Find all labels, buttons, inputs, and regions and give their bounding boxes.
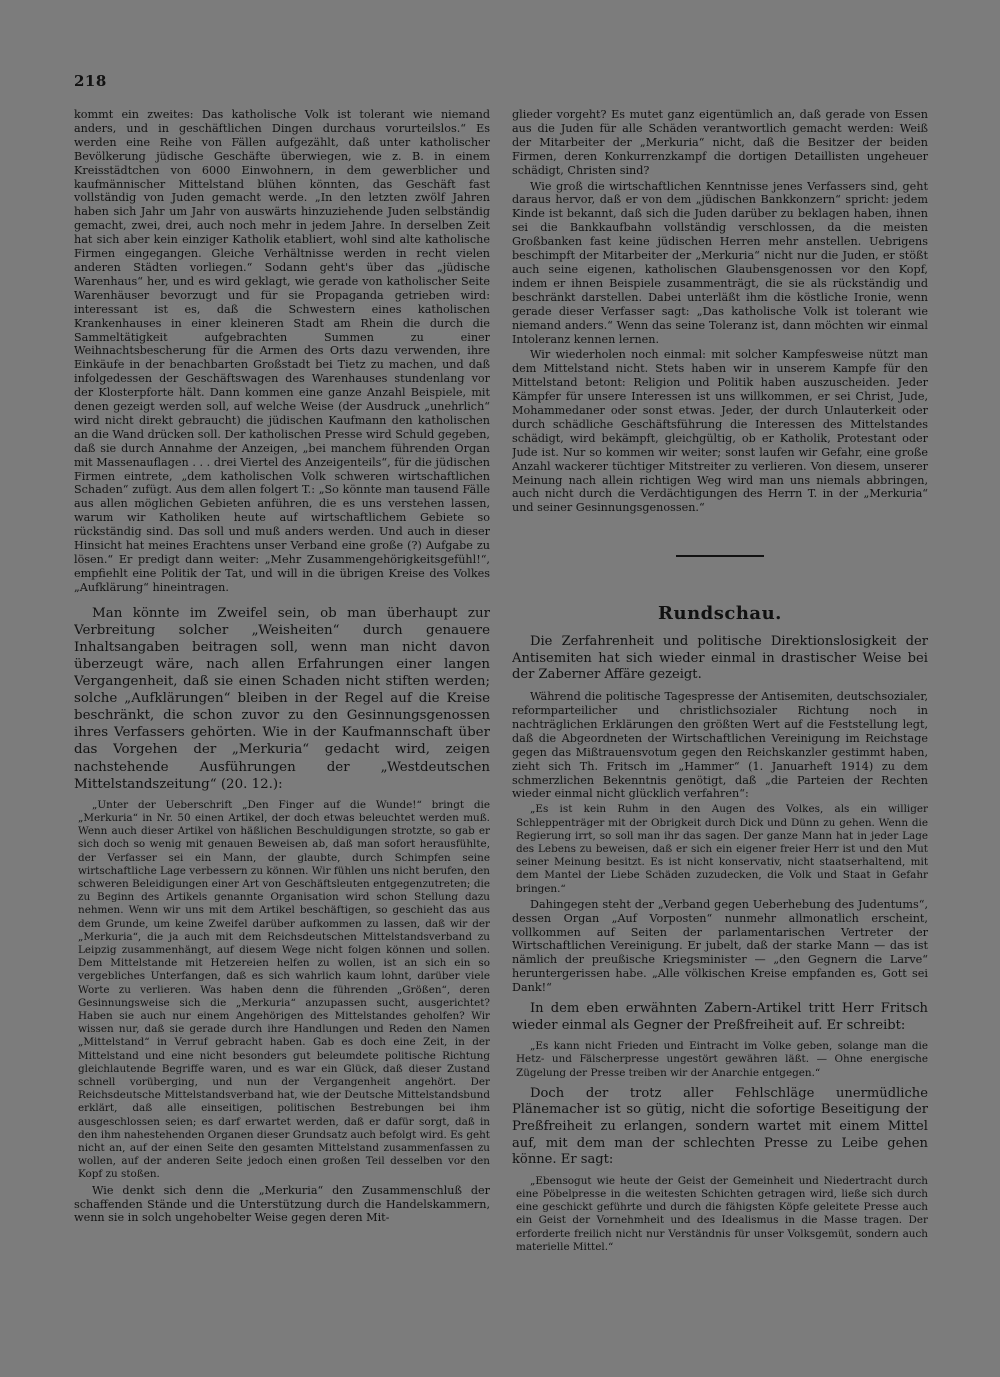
right-paragraph-10: Doch der trotz aller Fehlschläge unermüdliche Plänemacher ist so gütig, nicht die sofortige Beseitigung der Preßfreiheit zu erlangen, sondern wartet mit einem Mittel auf, mit dem man der schlechten Presse zu Leibe gehen könne. Er sagt: xyxy=(512,1085,928,1168)
left-paragraph-1: kommt ein zweites: Das katholische Volk ist tolerant wie niemand anders, und in geschäftlichen Dingen durchaus vorurteilslos.“ Es werden eine Reihe von Fällen aufgezählt, daß unter katholischer Bevölkerung jüdische Geschäfte überwiegen, wie z. B. in einem Kreisstädtchen von 6000 Einwohnern, in dem gewerblicher und kaufmännischer Mittelstand blühen könnten, das Geschäft fast vollständig von Juden gemacht werde. „In den letzten zwölf Jahren haben sich Jahr um Jahr von auswärts hinzuziehende Juden selbständig gemacht, zwei, drei, auch noch mehr in jedem Jahre. In derselben Zeit hat sich aber kein einziger Katholik etabliert, wohl sind alte katholische Firmen eingegangen. Gleiche Verhältnisse werden in recht vielen anderen Städten vorliegen.“ Sodann geht's über das „jüdische Warenhaus“ her, und es wird geklagt, wie gerade von katholischer Seite Warenhäuser bevorzugt und für sie Propaganda getrieben wird: interessant ist es, daß die Schwestern eines katholischen Krankenhauses in einer kleineren Stadt am Rhein die durch die Sammeltätigkeit aufgebrachten Summen zu einer Weihnachtsbescherung für die Armen des Orts dazu verwenden, ihre Einkäufe in der benachbarten Großstadt bei Tietz zu machen, und daß infolgedessen der Geschäftswagen des Warenhauses stundenlang vor der Klosterpforte hält. Dann kommen eine ganze Anzahl Beispiele, mit denen gezeigt werden soll, auf welche Weise (der Ausdruck „unehrlich“ wird nicht direkt gebraucht) die jüdischen Kaufmann den katholischen an die Wand drücken soll. Der katholischen Presse wird Schuld gegeben, daß sie durch Annahme der Anzeigen, „bei manchem führenden Organ mit Massenauflagen . . . drei Viertel des Anzeigenteils“, für die jüdischen Firmen eintrete, „dem katholischen Volk schweren wirtschaftlichen Schaden“ zufügt. Aus dem allen folgert T.: „So könnte man tausend Fälle aus allen möglichen Gebieten anführen, die es uns verstehen lassen, warum wir Katholiken heute auf wirtschaftlichem Gebiete so rückständig sind. Das soll und muß anders werden. Und auch in dieser Hinsicht hat meines Erachtens unser Verband eine große (?) Aufgabe zu lösen.“ Er predigt dann weiter: „Mehr Zusammengehörigkeitsgefühl!“, empfiehlt eine Politik der Tat, und will in die übrigen Kreise des Volkes „Aufklärung“ hineintragen. xyxy=(74,108,490,594)
right-paragraph-4: Die Zerfahrenheit und politische Direktionslosigkeit der Antisemiten hat sich wieder einmal in drastischer Weise bei der Zaberner Affäre gezeigt. xyxy=(512,634,928,683)
left-column xyxy=(74,108,490,1343)
right-paragraph-2: Wie groß die wirtschaftlichen Kenntnisse jenes Verfassers sind, geht daraus hervor, daß er von dem „jüdischen Bankkonzern“ spricht: jedem Kinde ist bekannt, daß sich die Juden darüber zu beklagen haben, ihnen sei die Bankkaufbahn vollständig verschlossen, da die meisten Großbanken fast keine jüdischen Herren mehr anstellen. Uebrigens beschimpft der Mitarbeiter der „Merkuria“ nicht nur die Juden, er stößt auch seine eigenen, katholischen Glaubensgenossen vor den Kopf, indem er ihnen Beispiele zusammenträgt, die sie als rückständig und beschränkt darstellen. Dabei unterläßt ihm die köstliche Ironie, wenn gerade dieser Verfasser sagt: „Das katholische Volk ist tolerant wie niemand anders.“ Wenn das seine Toleranz ist, dann möchten wir einmal Intoleranz kennen lernen. xyxy=(512,179,928,346)
left-paragraph-4: Wie denkt sich denn die „Merkuria“ den Zusammenschluß der schaffenden Stände und die Unterstützung durch die Handelskammern, wenn sie in solch ungehobelter Weise gegen deren Mit- xyxy=(74,1183,490,1225)
section-divider xyxy=(676,555,764,557)
right-quote-1: „Es ist kein Ruhm in den Augen des Volkes, als ein williger Schleppenträger mit der Obrigkeit durch Dick und Dünn zu gehen. Wenn die Regierung irrt, so soll man ihr das sagen. Der ganze Mann hat in jeder Lage des Lebens zu beweisen, daß er sich ein eigener freier Herr ist und den Mut seiner Meinung besitzt. Es ist nicht konservativ, nicht staatserhaltend, mit dem Mantel der Liebe Schäden zuzudecken, die Volk und Staat in Gefahr bringen.“ xyxy=(516,803,928,895)
section-title: Rundschau. xyxy=(658,603,782,625)
right-paragraph-1: glieder vorgeht? Es mutet ganz eigentümlich an, daß gerade von Essen aus die Juden für alle Schäden verantwortlich gemacht werden: Weiß der Mitarbeiter der „Merkuria“ nicht, daß die Besitzer der beiden Firmen, deren Konkurrenzkampf die dortigen Detaillisten ungeheuer schädigt, Christen sind? xyxy=(512,108,928,177)
right-paragraph-8: In dem eben erwähnten Zabern-Artikel tritt Herr Fritsch wieder einmal als Gegner der Preßfreiheit auf. Er schreibt: xyxy=(512,1001,928,1033)
right-column xyxy=(512,108,928,1343)
left-paragraph-2: Man könnte im Zweifel sein, ob man überhaupt zur Verbreitung solcher „Weisheiten“ durch genauere Inhaltsangaben beitragen soll, wenn man nicht davon überzeugt wäre, nach allen Erfahrungen einer langen Vergangenheit, daß sie einen Schaden nicht stiften werden; solche „Aufklärungen“ bleiben in der Regel auf die Kreise beschränkt, die schon zuvor zu den Gesinnungsgenossen ihres Verfassers gehörten. Wie in der Kaufmannschaft über das Vorgehen der „Merkuria“ gedacht wird, zeigen nachstehende Ausführungen der „Westdeutschen Mittelstandszeitung“ (20. 12.): xyxy=(74,605,490,792)
right-paragraph-7: Dahingegen steht der „Verband gegen Ueberhebung des Judentums“, dessen Organ „Auf Vorposten“ nunmehr allmonatlich erscheint, vollkommen auf Seiten der parlamentarischen Vertreter der Wirtschaftlichen Vereinigung. Er jubelt, daß der starke Mann — das ist nämlich der preußische Kriegsminister — „den Gegnern die Larve“ heruntergerissen habe. „Alle völkischen Kreise empfanden es, Gott sei Dank!“ xyxy=(512,897,928,995)
right-paragraph-5: Während die politische Tagespresse der Antisemiten, deutschsozialer, reformparteilicher und christlichsozialer Richtung noch in nachträglichen Erklärungen den größten Wert auf die Feststellung legt, daß die Abgeordneten der Wirtschaftlichen Vereinigung im Reichstage gegen das Mißtrauensvotum gegen den Reichskanzler gestimmt haben, zieht sich Th. Fritsch im „Hammer“ (1. Januarheft 1914) zu dem schmerzlichen Bekenntnis genötigt, daß „die Parteien der Rechten wieder einmal nicht glücklich verfahren“: xyxy=(512,690,928,801)
left-quote-paragraph: „Unter der Ueberschrift „Den Finger auf die Wunde!“ bringt die „Merkuria“ in Nr. 50 einen Artikel, der doch etwas beleuchtet werden muß. Wenn auch dieser Artikel von häßlichen Beschuldigungen strotzte, so gab er sich doch so wenig mit genauen Beweisen ab, daß man sofort herausfühlte, der Verfasser sei ein Mann, der glaubte, durch Schimpfen seine wirtschaftliche Lage verbessern zu können. Wir fühlen uns nicht berufen, den schweren Beleidigungen einer Art von Geschäftsleuten entgegenzutreten; die zu Beginn des Artikels genannte Organisation wird schon Stellung dazu nehmen. Wenn wir uns mit dem Artikel beschäftigen, so geschieht das aus dem Grunde, um keine Zweifel darüber aufkommen zu lassen, daß wir der „Merkuria“, die ja auch mit dem Reichsdeutschen Mittelstandsverband zu Leipzig zusammenhängt, auf diesem Wege nicht folgen können und sollen. Dem Mittelstande mit Hetzereien helfen zu wollen, ist an sich ein so vergebliches Unterfangen, daß es sich wahrlich kaum lohnt, darüber viele Worte zu verlieren. Was haben denn die führenden „Größen“, deren Gesinnungsweise sich die „Merkuria“ anzupassen sucht, ausgerichtet? Haben sie auch nur einem Angehörigen des Mittelstandes geholfen? Wir wissen nur, daß sie gerade durch ihre Handlungen und Reden den Namen „Mittelstand“ in Verruf gebracht haben. Gab es doch eine Zeit, in der Mittelstand und eine nicht besonders gut beleumdete politische Richtung gleichlautende Begriffe waren, und es war ein Glück, daß dieser Zustand schnell vorüberging, und nun der Vergangenheit angehört. Der Reichsdeutsche Mittelstandsverband hat, wie der Deutsche Mittelstandsbund erklärt, daß alle einseitigen, politischen Bestrebungen bei ihm ausgeschlossen seien; es darf erwartet werden, daß er dafür sorgt, daß in den ihm nahestehenden Organen dieser Grundsatz auch befolgt wird. Es geht nicht an, auf der einen Seite den gesamten Mittelstand zusammenfassen zu wollen, auf der anderen Seite jedoch einen großen Teil desselben vor den Kopf zu stoßen. xyxy=(78,798,490,1181)
right-quote-2: „Es kann nicht Frieden und Eintracht im Volke geben, solange man die Hetz- und Fälscherpresse ungestört gewähren läßt. — Ohne energische Zügelung der Presse treiben wir der Anarchie entgegen.“ xyxy=(516,1040,928,1079)
right-quote-3: „Ebensogut wie heute der Geist der Gemeinheit und Niedertracht durch eine Pöbelpresse in die weitesten Schichten getragen wird, ließe sich durch eine geschickt geführte und durch die fähigsten Köpfe geleitete Presse auch ein Geist der Vornehmheit und des Idealismus in die Masse tragen. Der erforderte freilich nicht nur Verständnis für unser Volksgemüt, sondern auch materielle Mittel.“ xyxy=(516,1174,928,1253)
page-number: 218 xyxy=(74,72,107,90)
right-paragraph-3: Wir wiederholen noch einmal: mit solcher Kampfesweise nützt man dem Mittelstand nicht. Stets haben wir in unserem Kampfe für den Mittelstand betont: Religion und Politik haben auszuscheiden. Jeder Kämpfer für unsere Interessen ist uns willkommen, er sei Christ, Jude, Mohammedaner oder sonst etwas. Jeder, der durch Unlauterkeit oder durch schädliche Geschäftsführung die Interessen des Mittelstandes schädigt, wird bekämpft, gleichgültig, ob er Katholik, Protestant oder Jude ist. Nur so kommen wir weiter; sonst laufen wir Gefahr, eine große Anzahl wackerer tüchtiger Mitstreiter zu verlieren. Von diesem, unserer Meinung nach allein richtigen Weg wird man uns niemals abbringen, auch nicht durch die Verdächtigungen des Herrn T. in der „Merkuria“ und seiner Gesinnungsgenossen.“ xyxy=(512,348,928,515)
